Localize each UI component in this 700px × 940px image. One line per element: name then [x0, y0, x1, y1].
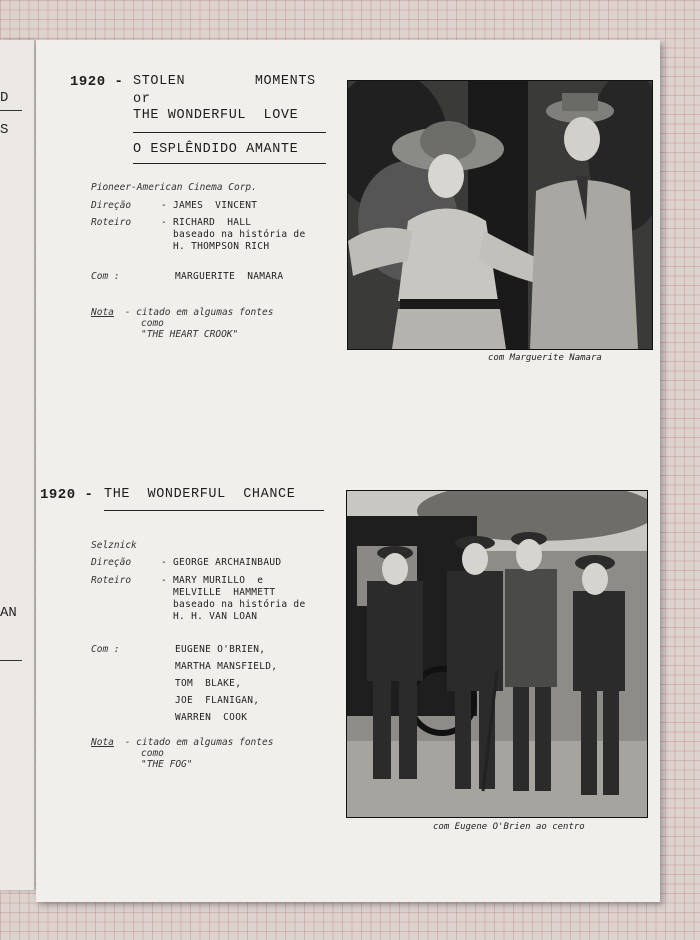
- film2-direction-label: Direção: [91, 557, 132, 568]
- film2-title-rule: [104, 510, 324, 511]
- film1-note-como: como: [141, 318, 164, 329]
- film2-note-como: como: [141, 748, 164, 759]
- film1-title-line-2: or: [133, 92, 151, 107]
- film1-still-photo: [347, 80, 653, 350]
- film2-note-label: Nota: [91, 737, 114, 748]
- film1-script-line-1: - RICHARD HALL: [161, 217, 252, 228]
- catalog-page: [36, 40, 660, 902]
- film2-direction-value: - GEORGE ARCHAINBAUD: [161, 557, 282, 568]
- film2-cast-member-3: TOM BLAKE,: [175, 678, 242, 689]
- film1-cast-label: Com :: [91, 271, 120, 282]
- film1-direction-label: Direção: [91, 200, 132, 211]
- film2-cast-label: Com :: [91, 644, 120, 655]
- film2-script-line-1: - MARY MURILLO e: [161, 575, 264, 586]
- film2-script-line-4: H. H. VAN LOAN: [161, 611, 258, 622]
- film1-still-illustration: [348, 81, 652, 349]
- film1-portuguese-rule: [133, 163, 326, 164]
- film1-script-line-2: baseado na história de: [161, 229, 306, 240]
- film1-note-alt-title: "THE HEART CROOK": [141, 329, 239, 340]
- film2-note-text: - citado em algumas fontes: [119, 737, 274, 748]
- prev-page-rule-2: [0, 660, 22, 661]
- film1-title-rule: [133, 132, 326, 133]
- film1-script-label: Roteiro: [91, 217, 132, 228]
- film1-cast-member: MARGUERITE NAMARA: [175, 271, 284, 282]
- film1-title-line-3: THE WONDERFUL LOVE: [133, 108, 299, 123]
- film2-cast-member-2: MARTHA MANSFIELD,: [175, 661, 278, 672]
- film2-still-photo: [346, 490, 648, 818]
- film2-year: 1920 -: [40, 487, 94, 503]
- film1-portuguese-title: O ESPLÊNDIDO AMANTE: [133, 142, 299, 157]
- film1-photo-caption: com Marguerite Namara: [488, 353, 602, 363]
- film1-note-text: - citado em algumas fontes: [119, 307, 274, 318]
- film2-title: THE WONDERFUL CHANCE: [104, 487, 296, 502]
- film1-title-line-1: STOLEN MOMENTS: [133, 74, 316, 89]
- film1-note-label: Nota: [91, 307, 114, 318]
- film2-script-line-3: baseado na história de: [161, 599, 306, 610]
- prev-page-rule: [0, 110, 22, 111]
- film1-studio: Pioneer-American Cinema Corp.: [91, 182, 257, 193]
- film2-still-illustration: [347, 491, 647, 817]
- prev-page-fragment-3: AN: [0, 605, 17, 621]
- film2-script-line-2: MELVILLE HAMMETT: [161, 587, 276, 598]
- prev-page-fragment-2: S: [0, 122, 9, 138]
- film2-cast-member-4: JOE FLANIGAN,: [175, 695, 260, 706]
- film2-studio: Selznick: [91, 540, 137, 551]
- film2-note-alt-title: "THE FOG": [141, 759, 193, 770]
- film1-year: 1920 -: [70, 74, 124, 90]
- film2-cast-member-5: WARREN COOK: [175, 712, 248, 723]
- film1-script-line-3: H. THOMPSON RICH: [161, 241, 270, 252]
- previous-page-edge: [0, 40, 35, 890]
- film2-photo-caption: com Eugene O'Brien ao centro: [433, 822, 585, 832]
- film2-cast-member-1: EUGENE O'BRIEN,: [175, 644, 266, 655]
- prev-page-fragment-1: D: [0, 90, 9, 106]
- film1-direction-value: - JAMES VINCENT: [161, 200, 258, 211]
- film2-script-label: Roteiro: [91, 575, 132, 586]
